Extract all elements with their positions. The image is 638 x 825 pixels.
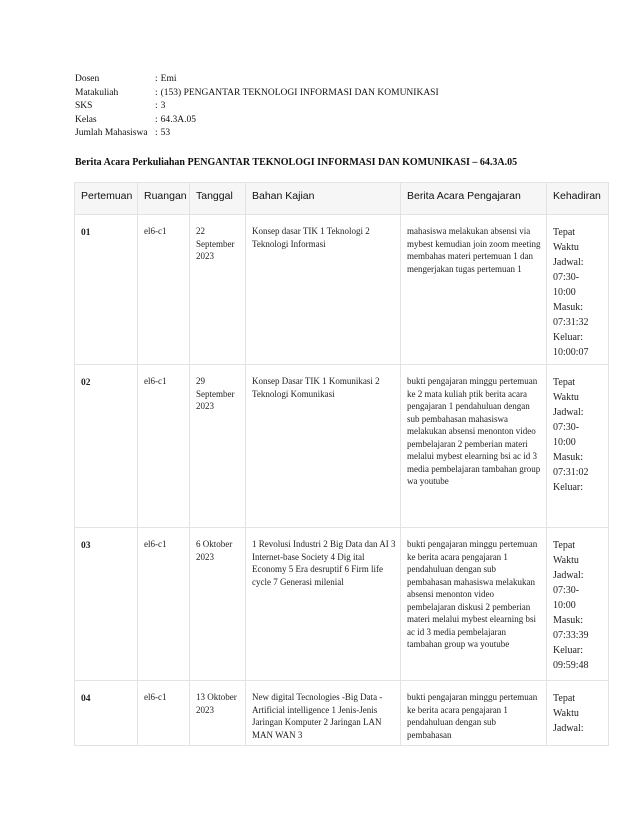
kehadiran-line: 07:31:02	[553, 467, 589, 478]
cell-kehadiran	[547, 528, 609, 681]
cell-tanggal: 29 September 2023	[190, 365, 246, 528]
kehadiran-line: Tepat	[553, 693, 576, 704]
kehadiran-line: Masuk:	[553, 452, 583, 463]
cell-berita-acara: bukti pengajaran minggu pertemuan ke berita acara pengajaran 1 pendahuluan dengan sub pembahasan mahasiswa melakukan absensi menonton video pembelajaran diskusi 2 pemberian materi melalui mybest elearning bsi ac id 3 media pembelajaran tambahan group wa youtube	[401, 528, 547, 681]
table-header-row	[75, 183, 609, 215]
page-title: Berita Acara Perkuliahan PENGANTAR TEKNOLOGI INFORMASI DAN KOMUNIKASI – 64.3A.05	[75, 157, 518, 168]
info-value: Emi	[160, 74, 177, 84]
info-row-kelas: Kelas : 64.3A.05	[75, 114, 439, 128]
kehadiran-line: 07:31:32	[553, 317, 589, 328]
kehadiran-line: Waktu	[553, 242, 579, 253]
kehadiran-line: Keluar:	[553, 332, 583, 343]
cell-ruangan: el6-c1	[138, 681, 190, 746]
info-value: 64.3A.05	[160, 114, 197, 125]
cell-bahan-kajian: 1 Revolusi Industri 2 Big Data dan AI 3 Internet-base Society 4 Dig ital Economy 5 Era desruptif 6 Firm life cycle 7 Generasi milenial	[246, 528, 401, 681]
cell-kehadiran	[547, 215, 609, 365]
kehadiran-line: 07:30-	[553, 422, 580, 433]
cell-kehadiran	[547, 365, 609, 528]
cell-berita-acara: bukti pengajaran minggu pertemuan ke 2 mata kuliah ptik berita acara pengajaran 1 pendahuluan dengan sub pembahasan mahasiswa melakukan absensi menonton video pembelajaran 2 pemberian materi melalui mybest elearning bsi ac id 3 media pembelajaran tambahan group wa youtube	[401, 365, 547, 528]
kehadiran-line: Waktu	[553, 708, 579, 719]
kehadiran-line: Jadwal:	[553, 570, 584, 581]
info-label: Kelas	[75, 114, 97, 125]
header-pertemuan: Pertemuan	[75, 183, 138, 215]
cell-ruangan: el6-c1	[138, 215, 190, 365]
kehadiran-line: Keluar:	[553, 482, 583, 493]
kehadiran-line: Masuk:	[553, 615, 583, 626]
info-label: Jumlah Mahasiswa	[75, 128, 148, 138]
info-value: 53	[160, 128, 171, 138]
kehadiran-line: Keluar:	[553, 645, 583, 656]
kehadiran-line: Waktu	[553, 392, 579, 403]
kehadiran-line: 07:33:39	[553, 630, 589, 641]
info-row-sks: SKS : 3	[75, 100, 439, 114]
kehadiran-line: 10:00	[553, 437, 576, 448]
course-info	[75, 73, 439, 141]
cell-pertemuan: 02	[75, 365, 138, 528]
info-value: (153) PENGANTAR TEKNOLOGI INFORMASI DAN KOMUNIKASI	[160, 87, 439, 98]
kehadiran-line: 09:59:48	[553, 660, 589, 671]
kehadiran-line: 07:30-	[553, 585, 580, 596]
kehadiran-line: Tepat	[553, 540, 576, 551]
table-row	[75, 365, 609, 528]
kehadiran-line: 10:00	[553, 287, 576, 298]
info-row-dosen: Dosen : Emi	[75, 73, 439, 87]
info-label: Dosen	[75, 74, 100, 84]
kehadiran-line: Jadwal:	[553, 257, 584, 268]
kehadiran-line: 10:00:07	[553, 347, 589, 358]
kehadiran-line: Tepat	[553, 377, 576, 388]
header-berita-acara: Berita Acara Pengajaran	[401, 183, 547, 215]
header-ruangan: Ruangan	[138, 183, 190, 215]
berita-acara-table	[74, 182, 609, 746]
cell-pertemuan: 03	[75, 528, 138, 681]
cell-pertemuan: 04	[75, 681, 138, 746]
table-row	[75, 681, 609, 746]
kehadiran-line: 07:30-	[553, 272, 580, 283]
cell-tanggal: 13 Oktober 2023	[190, 681, 246, 746]
cell-berita-acara: mahasiswa melakukan absensi via mybest kemudian join zoom meeting membahas materi pertemuan 1 dan mengerjakan tugas pertemuan 1	[401, 215, 547, 365]
cell-tanggal: 6 Oktober 2023	[190, 528, 246, 681]
cell-tanggal: 22 September 2023	[190, 215, 246, 365]
info-label: Matakuliah	[75, 87, 119, 98]
table-row	[75, 528, 609, 681]
header-tanggal: Tanggal	[190, 183, 246, 215]
info-label: SKS	[75, 101, 93, 111]
cell-ruangan: el6-c1	[138, 528, 190, 681]
header-bahan-kajian: Bahan Kajian	[246, 183, 401, 215]
kehadiran-line: Jadwal:	[553, 723, 584, 734]
cell-ruangan: el6-c1	[138, 365, 190, 528]
kehadiran-line: Waktu	[553, 555, 579, 566]
kehadiran-line: Masuk:	[553, 302, 583, 313]
cell-bahan-kajian: Konsep Dasar TIK 1 Komunikasi 2 Teknologi Komunikasi	[246, 365, 401, 528]
cell-pertemuan: 01	[75, 215, 138, 365]
kehadiran-line: Tepat	[553, 227, 576, 238]
kehadiran-line: 10:00	[553, 600, 576, 611]
kehadiran-line: Jadwal:	[553, 407, 584, 418]
cell-bahan-kajian: New digital Tecnologies -Big Data -Artificial intelligence 1 Jenis-Jenis Jaringan Komputer 2 Jaringan LAN MAN WAN 3	[246, 681, 401, 746]
header-kehadiran: Kehadiran	[547, 183, 609, 215]
info-value: 3	[160, 101, 166, 111]
info-row-matakuliah: Matakuliah : (153) PENGANTAR TEKNOLOGI INFORMASI DAN KOMUNIKASI	[75, 87, 439, 101]
info-row-jumlah-mahasiswa: Jumlah Mahasiswa : 53	[75, 127, 439, 141]
cell-kehadiran	[547, 681, 609, 746]
table-row	[75, 215, 609, 365]
cell-bahan-kajian: Konsep dasar TIK 1 Teknologi 2 Teknologi Informasi	[246, 215, 401, 365]
cell-berita-acara: bukti pengajaran minggu pertemuan ke berita acara pengajaran 1 pendahuluan dengan sub pembahasan	[401, 681, 547, 746]
